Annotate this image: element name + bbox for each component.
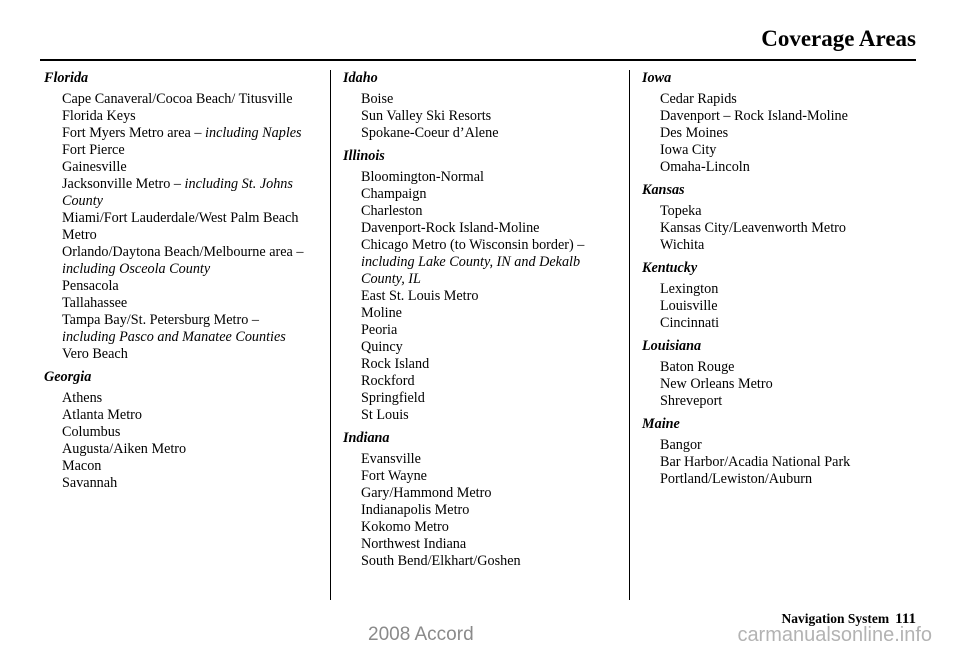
area-name: Augusta/Aiken Metro: [62, 441, 187, 457]
coverage-area-item: [343, 536, 618, 553]
area-name: Tallahassee: [62, 295, 128, 311]
coverage-area-item: [642, 393, 922, 410]
area-name: Davenport-Rock Island-Moline: [361, 220, 540, 236]
coverage-area-item: [44, 210, 316, 244]
coverage-area-item: [44, 176, 316, 210]
coverage-area-item: [343, 220, 618, 237]
area-name: Florida Keys: [62, 108, 136, 124]
coverage-area-item: [343, 519, 618, 536]
coverage-area-item: [343, 322, 618, 339]
area-name: Portland/Lewiston/Auburn: [660, 471, 813, 487]
coverage-area-item: [642, 91, 922, 108]
area-name: Gary/Hammond Metro: [361, 485, 492, 501]
area-name: Bloomington-Normal: [361, 169, 484, 185]
area-name: Peoria: [361, 322, 398, 338]
area-name: Evansville: [361, 451, 421, 467]
state-section: [44, 369, 316, 492]
coverage-area-item: [44, 244, 316, 278]
area-qualifier: including Osceola County: [62, 261, 211, 277]
area-name: Fort Myers Metro area –: [62, 125, 206, 141]
area-qualifier: including St. Johns County: [62, 176, 293, 209]
page-title: Coverage Areas: [761, 26, 916, 51]
coverage-area-item: [343, 305, 618, 322]
state-section: [343, 430, 618, 570]
area-name: Des Moines: [660, 125, 729, 141]
watermark-model: 2008 Accord: [368, 624, 474, 645]
area-name: Orlando/Daytona Beach/Melbourne area –: [62, 244, 304, 260]
area-name: New Orleans Metro: [660, 376, 773, 392]
coverage-area-item: [343, 91, 618, 108]
state-section: [642, 260, 922, 332]
area-name: Columbus: [62, 424, 121, 440]
coverage-area-item: [44, 295, 316, 312]
area-name: Lexington: [660, 281, 719, 297]
area-name: Shreveport: [660, 393, 723, 409]
footer-section-label: Navigation System: [781, 611, 890, 626]
area-name: Louisville: [660, 298, 718, 314]
area-name: Quincy: [361, 339, 403, 355]
state-section: [642, 338, 922, 410]
coverage-area-item: [44, 142, 316, 159]
coverage-area-item: [642, 203, 922, 220]
area-name: Indianapolis Metro: [361, 502, 470, 518]
area-name: Fort Pierce: [62, 142, 125, 158]
area-name: Moline: [361, 305, 402, 321]
area-name: Omaha-Lincoln: [660, 159, 750, 175]
area-name: Boise: [361, 91, 394, 107]
area-name: Vero Beach: [62, 346, 128, 362]
coverage-area-item: [44, 312, 316, 346]
coverage-area-item: [44, 91, 316, 108]
area-qualifier: including Pasco and Manatee Counties: [62, 329, 286, 345]
area-name: Sun Valley Ski Resorts: [361, 108, 492, 124]
area-name: Spokane-Coeur d’Alene: [361, 125, 499, 141]
coverage-area-item: [44, 278, 316, 295]
coverage-column-2: [343, 70, 618, 576]
area-name: Bangor: [660, 437, 702, 453]
coverage-area-item: [343, 108, 618, 125]
watermark-site: carmanualsonline.info: [737, 623, 932, 646]
area-qualifier: including Naples: [205, 125, 302, 141]
coverage-area-item: [343, 237, 618, 288]
state-heading: Indiana: [343, 430, 390, 446]
area-name: Davenport – Rock Island-Moline: [660, 108, 848, 124]
area-name: Cape Canaveral/Cocoa Beach/ Titusville: [62, 91, 293, 107]
area-name: Chicago Metro (to Wisconsin border) –: [361, 237, 585, 253]
area-name: Northwest Indiana: [361, 536, 467, 552]
watermark: [0, 620, 960, 650]
coverage-area-item: [642, 454, 922, 471]
column-divider: [330, 70, 331, 600]
area-name: Miami/Fort Lauderdale/West Palm Beach Metro: [62, 210, 299, 243]
area-name: Wichita: [660, 237, 705, 253]
coverage-area-item: [642, 159, 922, 176]
coverage-column-3: [642, 70, 922, 494]
area-name: Savannah: [62, 475, 118, 491]
area-name: Atlanta Metro: [62, 407, 142, 423]
area-name: Cedar Rapids: [660, 91, 737, 107]
coverage-area-item: [642, 471, 922, 488]
coverage-area-item: [642, 437, 922, 454]
page-number: 111: [895, 611, 916, 627]
state-section: [642, 70, 922, 176]
coverage-area-item: [642, 220, 922, 237]
coverage-area-item: [44, 390, 316, 407]
coverage-area-item: [642, 237, 922, 254]
coverage-area-item: [343, 125, 618, 142]
coverage-area-item: [642, 281, 922, 298]
area-name: Baton Rouge: [660, 359, 735, 375]
coverage-area-item: [343, 288, 618, 305]
coverage-area-item: [343, 553, 618, 570]
area-name: Charleston: [361, 203, 423, 219]
state-section: [343, 148, 618, 424]
state-heading: Idaho: [343, 70, 378, 86]
coverage-area-item: [343, 502, 618, 519]
coverage-column-1: [44, 70, 316, 498]
area-name: Jacksonville Metro –: [62, 176, 185, 192]
area-name: South Bend/Elkhart/Goshen: [361, 553, 521, 569]
area-name: Iowa City: [660, 142, 717, 158]
state-section: [642, 182, 922, 254]
coverage-area-item: [343, 186, 618, 203]
coverage-area-item: [44, 346, 316, 363]
coverage-area-item: [44, 125, 316, 142]
area-name: Fort Wayne: [361, 468, 427, 484]
area-name: Kokomo Metro: [361, 519, 449, 535]
coverage-area-item: [642, 376, 922, 393]
coverage-area-item: [343, 356, 618, 373]
coverage-area-item: [44, 424, 316, 441]
coverage-area-item: [343, 390, 618, 407]
area-name: East St. Louis Metro: [361, 288, 479, 304]
state-heading: Georgia: [44, 369, 92, 385]
coverage-area-item: [343, 451, 618, 468]
state-heading: Iowa: [642, 70, 672, 86]
coverage-area-item: [642, 359, 922, 376]
coverage-area-item: [642, 298, 922, 315]
state-section: [642, 416, 922, 488]
area-name: Tampa Bay/St. Petersburg Metro –: [62, 312, 259, 328]
area-name: Athens: [62, 390, 103, 406]
coverage-area-item: [44, 441, 316, 458]
coverage-area-item: [343, 373, 618, 390]
column-divider: [629, 70, 630, 600]
coverage-area-item: [44, 407, 316, 424]
coverage-area-item: [642, 108, 922, 125]
area-name: Macon: [62, 458, 102, 474]
title-rule: [40, 59, 916, 61]
state-heading: Kentucky: [642, 260, 698, 276]
coverage-area-item: [44, 458, 316, 475]
area-name: Gainesville: [62, 159, 127, 175]
state-section: [343, 70, 618, 142]
area-name: Cincinnati: [660, 315, 720, 331]
state-heading: Kansas: [642, 182, 685, 198]
area-name: Kansas City/Leavenworth Metro: [660, 220, 846, 236]
area-name: Rockford: [361, 373, 415, 389]
area-name: Pensacola: [62, 278, 119, 294]
coverage-area-item: [44, 108, 316, 125]
coverage-area-item: [343, 203, 618, 220]
state-heading: Louisiana: [642, 338, 702, 354]
coverage-area-item: [642, 142, 922, 159]
coverage-area-item: [343, 485, 618, 502]
area-name: St Louis: [361, 407, 409, 423]
coverage-area-item: [343, 339, 618, 356]
area-name: Springfield: [361, 390, 425, 406]
coverage-area-item: [343, 468, 618, 485]
state-heading: Florida: [44, 70, 89, 86]
coverage-area-item: [343, 169, 618, 186]
area-name: Rock Island: [361, 356, 430, 372]
coverage-area-item: [642, 315, 922, 332]
coverage-area-item: [642, 125, 922, 142]
state-heading: Illinois: [343, 148, 385, 164]
coverage-area-item: [44, 475, 316, 492]
coverage-area-item: [44, 159, 316, 176]
state-section: [44, 70, 316, 363]
area-name: Topeka: [660, 203, 702, 219]
area-name: Bar Harbor/Acadia National Park: [660, 454, 851, 470]
coverage-area-item: [343, 407, 618, 424]
area-qualifier: including Lake County, IN and Dekalb County, IL: [361, 254, 581, 287]
area-name: Champaign: [361, 186, 427, 202]
state-heading: Maine: [642, 416, 680, 432]
